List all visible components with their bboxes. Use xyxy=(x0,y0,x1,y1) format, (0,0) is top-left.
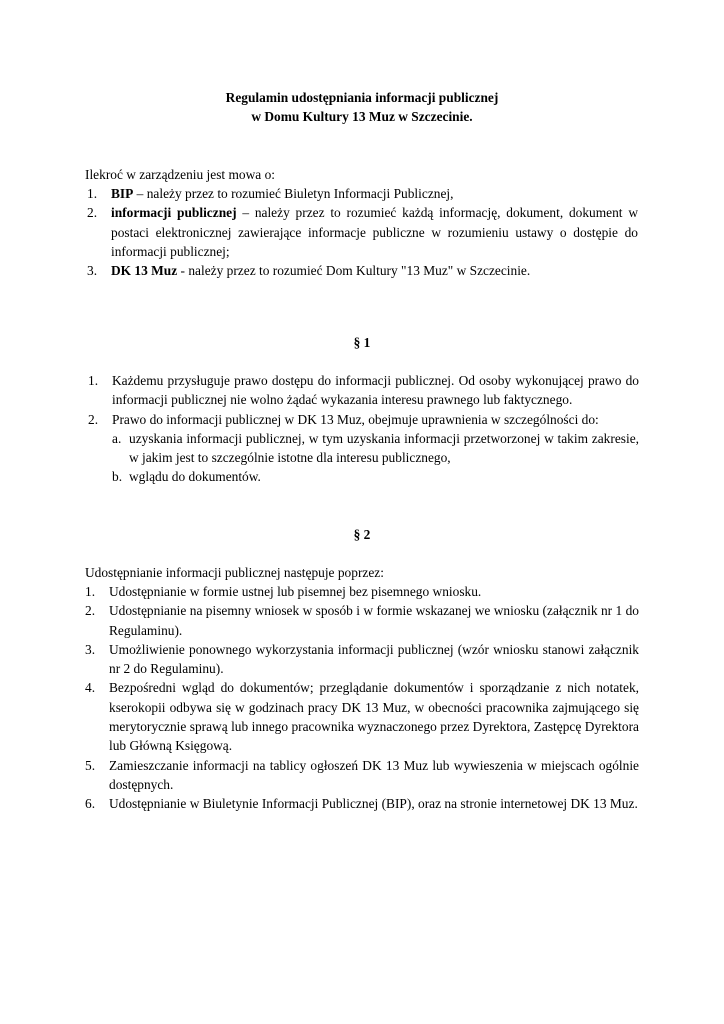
list-number: 4. xyxy=(85,680,96,696)
list-number: 2. xyxy=(88,411,99,427)
section-2-item-text: Umożliwienie ponownego wykorzystania informacji publicznej (wzór wniosku stanowi załącznik nr 2 do Regulaminu). xyxy=(109,641,639,677)
list-letter: a. xyxy=(112,430,122,446)
section-1-list xyxy=(88,371,639,487)
document-title-line-1: Regulamin udostępniania informacji publicznej xyxy=(225,90,499,105)
list-number: 6. xyxy=(85,796,96,812)
definition-item xyxy=(87,261,638,280)
section-2-item-text: Udostępnianie na pisemny wniosek w sposób i w formie wskazanej we wniosku (załącznik nr 1 do Regulaminu). xyxy=(109,603,639,638)
section-2-item xyxy=(85,678,639,755)
section-1-subitem-text: wglądu do dokumentów. xyxy=(129,469,261,485)
section-2-item-text: Udostępnianie w formie ustnej lub pisemnej bez pisemnego wniosku. xyxy=(109,584,482,599)
list-number: 1. xyxy=(87,186,98,201)
definition-term: BIP xyxy=(111,186,134,201)
section-2-intro: Udostępnianie informacji publicznej następuje poprzez: xyxy=(85,565,384,580)
section-2-item xyxy=(85,601,639,640)
section-1-item xyxy=(88,410,639,487)
section-1-heading: § 1 xyxy=(353,335,371,350)
section-2-item xyxy=(85,582,639,601)
definition-item xyxy=(87,203,638,261)
section-1-sublist xyxy=(112,429,639,487)
list-number: 2. xyxy=(87,205,98,221)
section-2-item-text: Udostępnianie w Biuletynie Informacji Publicznej (BIP), oraz na stronie internetowej DK 13 Muz. xyxy=(109,796,638,812)
definition-text xyxy=(111,261,638,280)
section-1-item-text: Prawo do informacji publicznej w DK 13 Muz, obejmuje uprawnienia w szczególności do: xyxy=(112,411,599,427)
list-number: 1. xyxy=(88,373,99,388)
definitions-intro: Ilekroć w zarządzeniu jest mowa o: xyxy=(85,167,275,182)
definition-text xyxy=(111,203,638,261)
list-number: 2. xyxy=(85,603,96,619)
section-2-item-text: Zamieszczanie informacji na tablicy ogłoszeń DK 13 Muz lub wywieszenia w miejscach ogólnie dostępnych. xyxy=(109,757,639,792)
definition-item xyxy=(87,184,638,203)
definition-term: informacji publicznej xyxy=(111,205,237,221)
definition-body: – należy przez to rozumieć każdą informację, dokument, dokument w postaci elektronicznej zawierające informacje publiczne w rozumieniu ustawy o dostępie do informacji publicznej; xyxy=(111,205,638,259)
section-1-subitem-text: uzyskania informacji publicznej, w tym uzyskania informacji przetworzonej w takim zakresie, w jakim jest to szczególnie istotne dla interesu publicznego, xyxy=(129,430,639,466)
list-number: 5. xyxy=(85,757,96,773)
section-2-item xyxy=(85,756,639,795)
document-title-line-2: w Domu Kultury 13 Muz w Szczecinie. xyxy=(251,109,473,124)
section-2-item xyxy=(85,794,639,813)
list-number: 1. xyxy=(85,584,96,599)
section-2-list xyxy=(85,582,639,814)
section-1-subitem xyxy=(112,467,639,486)
section-2-item xyxy=(85,640,639,679)
list-number: 3. xyxy=(87,263,98,279)
definition-text xyxy=(111,184,638,203)
section-1-item-text: Każdemu przysługuje prawo dostępu do informacji publicznej. Od osoby wykonującej prawo do informacji publicznej nie wolno żądać wykazania interesu prawnego lub faktycznego. xyxy=(112,373,639,408)
definition-term: DK 13 Muz xyxy=(111,263,178,279)
list-number: 3. xyxy=(85,641,96,657)
section-1-item xyxy=(88,371,639,410)
definition-body: - należy przez to rozumieć Dom Kultury "13 Muz" w Szczecinie. xyxy=(177,263,531,279)
section-2-item-text: Bezpośredni wgląd do dokumentów; przeglądanie dokumentów i sporządzanie z nich notatek, kserokopii odbywa się w godzinach pracy DK 13 Muz, w obecności pracownika zajmującego się merytorycznie sprawą lub innego pracownika wyznaczonego przez Dyrektora, Zastępcę Dyrektora lub Główną Księgową. xyxy=(109,680,639,754)
list-letter: b. xyxy=(112,469,123,485)
definition-body: – należy przez to rozumieć Biuletyn Informacji Publicznej, xyxy=(133,186,454,201)
section-2-heading: § 2 xyxy=(353,527,371,542)
section-1-subitem xyxy=(112,429,639,468)
definitions-list xyxy=(87,184,638,280)
